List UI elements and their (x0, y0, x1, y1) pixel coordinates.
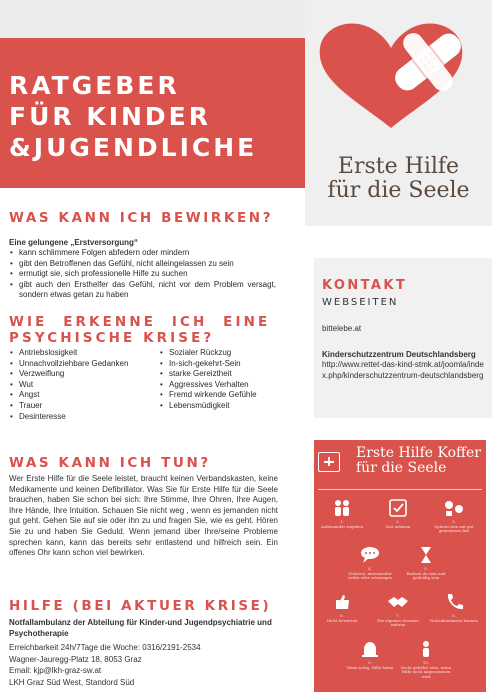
koffer-item: 10. Nicht gebührt sein, wenn Hilfe nicht angenommen wird (399, 640, 453, 679)
koffer-item: 8. Notrufnummern kennen (427, 593, 481, 623)
speech-icon (359, 546, 381, 564)
list-item: • Angst (9, 390, 159, 401)
divider (318, 489, 482, 490)
koffer-item: 5. Einfach da sein und geduldig sein (399, 546, 453, 581)
bewirken-lead: Eine gelungene „Erstversorgung“ (9, 238, 138, 247)
list-item: • gibt auch den Ersthelfer das Gefühl, nicht vor dem Problem versagt, sondern etwas getan zu haben (9, 280, 276, 301)
section-title-hilfe: HILFE (BEI AKTUER KRISE) (9, 598, 272, 614)
list-item: • Unnachvollziehbare Gedanken (9, 359, 159, 370)
krise-list-left (9, 348, 159, 422)
hilfe-lead: Notfallambulanz der Abteilung für Kinder-und Jugendpsychiatrie und Psychotherapie (9, 618, 272, 638)
kontakt-title: KONTAKT (322, 278, 408, 293)
koffer-item: 4. Zuhören, miteinander reden oder schweigen (343, 546, 397, 581)
list-item: • Wut (9, 380, 159, 391)
list-item: • Fremd wirkende Gefühle (159, 390, 284, 401)
list-item: • Sozialer Rückzug (159, 348, 284, 359)
hilfe-hotline: Erreichbarkeit 24h/7Tage die Woche: 0316/2191-2534 (9, 643, 201, 652)
krise-title-line-2: PSYCHISCHE KRISE? (9, 330, 215, 346)
brand-line-1: Erste Hilfe (337, 154, 460, 179)
list-item: • starke Gereiztheit (159, 369, 284, 380)
person-icon (415, 640, 437, 658)
kontakt-body (322, 324, 488, 381)
people-icon (331, 499, 353, 517)
list-item: • Trauer (9, 401, 159, 412)
bewirken-list (9, 248, 276, 301)
kontakt-link-kinderschutz[interactable]: http://www.rettet-das-kind-stmk.at/joomla/index.php/kinderschutzzentrum-deutschlandsberg (322, 360, 484, 380)
list-item: • Aggressives Verhalten (159, 380, 284, 391)
brand-line-2: für die Seele (327, 178, 470, 203)
krise-title-line-1: WIE ERKENNE ICH EINE (9, 314, 271, 330)
hero-title-line-3: &JUGENDLICHE (9, 133, 258, 162)
alarm-icon (359, 640, 381, 658)
list-item: • Verzweiflung (9, 369, 159, 380)
section-title-krise (9, 314, 270, 346)
list-item: • kann schlimmere Folgen abfedern oder mindern (9, 248, 276, 259)
hilfe-email[interactable]: Email: kjp@lkh-graz-sw.at (9, 666, 102, 676)
hero-title-line-1: RATGEBER (9, 71, 180, 100)
koffer-title-line-2: für die Seele (356, 460, 447, 476)
tun-text: Wer Erste Hilfe für die Seele leistet, braucht keinen Verbandskasten, keine Medikamente und keinen Defibrillator. Was Sie für Erste Hilfe für die Seele brauchen, haben Sie schon bei sich: Ihre Stimme, Ihre Ohren, Ihre Augen, Ihre Hände, Ihre Intuition. Schauen Sie nicht weg , wenn es jemanden nicht gut geht. Gehen Sie auf sie oder ihn zu und fragen Sie, wie es geht. Hören Sie zu und haben Sie Geduld. Wenn jemand über Ihre/seine Probleme sprechen kann, kann das bereits sehr entlastend und hilfreich sein. Ein offenes Ohr kann schon viel bewirken. (9, 474, 278, 558)
hilfe-details (9, 642, 299, 688)
list-item: • Antriebslosigkeit (9, 348, 159, 359)
koffer-item: 7. Die eigenen Grenzen wahren (371, 593, 425, 628)
list-item: • In-sich-gekehrt-Sein (159, 359, 284, 370)
hero-title-line-2: FÜR KINDER (9, 102, 212, 131)
kontakt-link-bittelebe[interactable]: bittelebe.at (322, 324, 362, 333)
list-item: • Lebensmüdigkeit (159, 401, 284, 412)
section-title-tun: WAS KANN ICH TUN? (9, 455, 211, 471)
heart-bandage-icon (316, 18, 466, 130)
list-item: • ermutigt sie, sich professionelle Hilfe zu suchen (9, 269, 276, 280)
koffer-title-line-1: Erste Hilfe Koffer (356, 445, 481, 461)
list-item: • gibt den Betroffenen das Gefühl, nicht alleingelassen zu sein (9, 259, 276, 270)
hero-title (9, 70, 257, 163)
kontakt-org: Kinderschutzzentrum Deutschlandsberg (322, 349, 476, 359)
hilfe-address: Wagner-Jauregg-Platz 18, 8053 Graz (9, 654, 142, 664)
brand-title (305, 155, 492, 203)
chat-icon (443, 499, 465, 517)
hilfe-location: LKH Graz Süd West, Standord Süd (9, 677, 135, 687)
koffer-item: 2. Zeit nehmen (371, 499, 425, 529)
clock-icon (387, 499, 409, 517)
koffer-title (356, 446, 481, 476)
handshake-icon (387, 593, 409, 611)
koffer-item: 6. Nicht bewerten (315, 593, 369, 623)
thumbs-icon (331, 593, 353, 611)
hourglass-icon (415, 546, 437, 564)
phone-icon (443, 593, 465, 611)
koffer-item: 3. Spüren sein mit gut gemeintem Rat (427, 499, 481, 534)
first-aid-kit-icon (318, 452, 340, 472)
krise-list-right (159, 348, 284, 412)
kontakt-subtitle: WEBSEITEN (322, 297, 399, 308)
koffer-item: 1. Aufeinander zugehen (315, 499, 369, 529)
list-item: • Desinteresse (9, 412, 159, 423)
koffer-item: 9. Wenn nötig, Hilfe holen (343, 640, 397, 670)
section-title-bewirken: WAS KANN ICH BEWIRKEN? (9, 210, 274, 226)
